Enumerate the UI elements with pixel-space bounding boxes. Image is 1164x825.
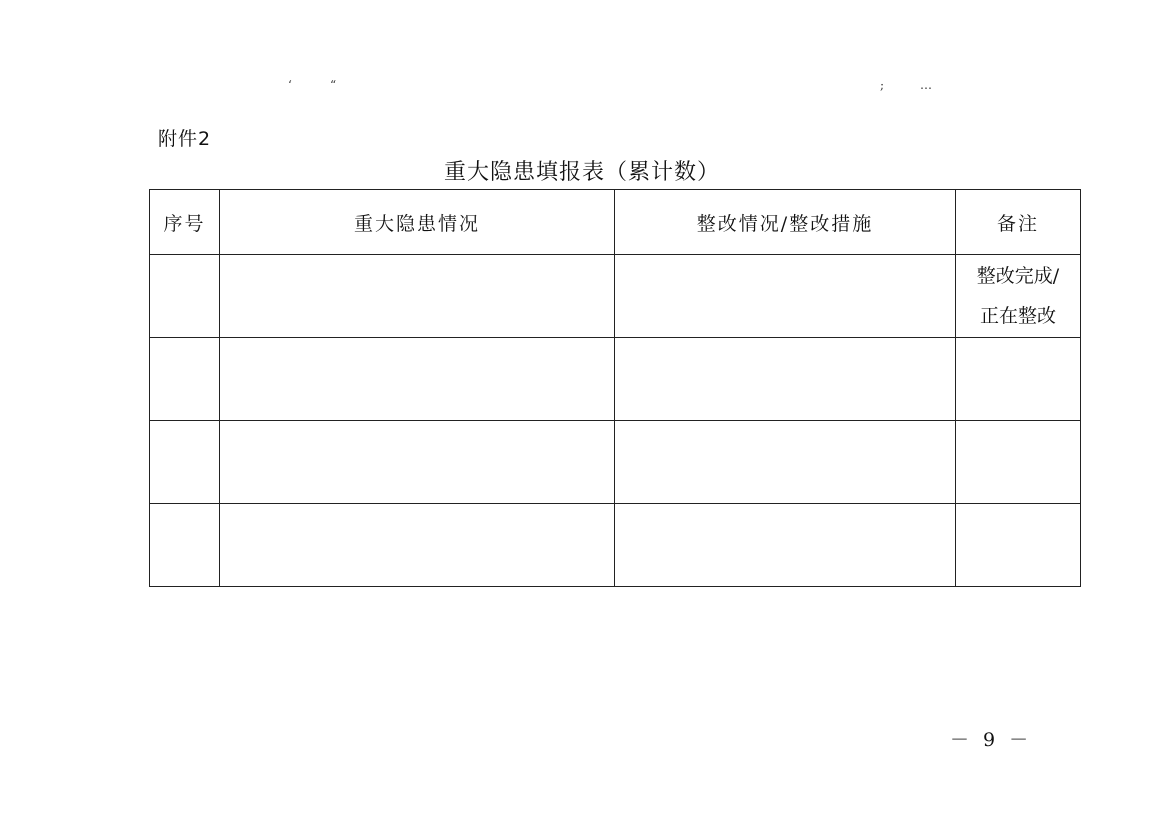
cell-rectification[interactable] [615,255,956,338]
cell-hazard[interactable] [220,338,615,421]
scan-mark: ; [880,78,885,92]
cell-index[interactable] [150,338,220,421]
scan-mark: ‘ [288,78,292,92]
hazard-report-table [149,189,1081,587]
table-row [150,421,1081,504]
cell-remark[interactable] [956,421,1081,504]
scan-mark: “ [330,78,337,92]
cell-hazard[interactable] [220,255,615,338]
cell-hazard[interactable] [220,504,615,587]
remark-line: 整改完成/ [976,265,1060,287]
cell-rectification[interactable] [615,338,956,421]
cell-remark[interactable] [956,504,1081,587]
page-number: － 9 － [950,729,1033,751]
table-row [150,338,1081,421]
cell-remark[interactable] [956,338,1081,421]
cell-rectification[interactable] [615,504,956,587]
cell-rectification[interactable] [615,421,956,504]
header-hazard: 重大隐患情况 [220,190,615,255]
table-row [150,255,1081,338]
cell-remark[interactable] [956,255,1081,338]
cell-hazard[interactable] [220,421,615,504]
table-row [150,504,1081,587]
scan-mark: … [920,78,932,92]
document-title: 重大隐患填报表（累计数） [443,160,720,185]
cell-index[interactable] [150,421,220,504]
header-index: 序号 [150,190,220,255]
remark-line: 正在整改 [979,305,1056,327]
header-rectification: 整改情况/整改措施 [615,190,956,255]
cell-index[interactable] [150,255,220,338]
header-remark: 备注 [956,190,1081,255]
scan-artifacts [0,78,1164,98]
table-header-row [150,190,1081,255]
attachment-label: 附件2 [158,128,212,150]
cell-index[interactable] [150,504,220,587]
